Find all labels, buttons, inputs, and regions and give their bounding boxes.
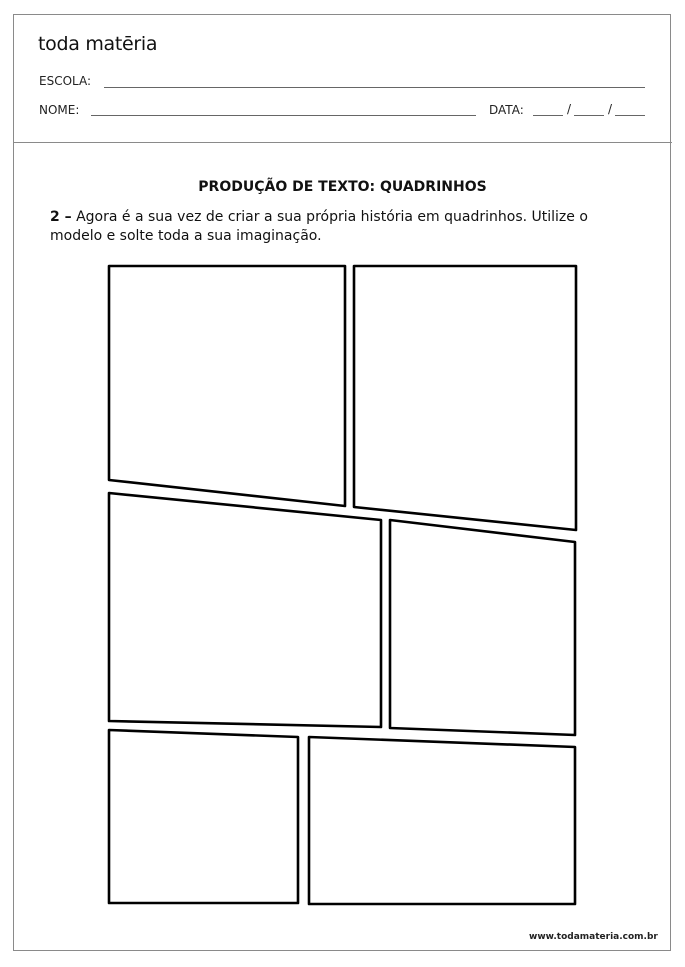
brand-logo: toda matēria bbox=[38, 33, 158, 55]
comic-panel-6[interactable] bbox=[309, 737, 575, 904]
instruction-body: Agora é a sua vez de criar a sua própria história em quadrinhos. Utilize o modelo e solte toda a sua imaginação. bbox=[50, 209, 588, 244]
page-title: PRODUÇÃO DE TEXTO: QUADRINHOS bbox=[198, 179, 487, 195]
footer-url: www.todamateria.com.br bbox=[529, 932, 658, 942]
comic-panel-2[interactable] bbox=[354, 266, 576, 530]
comic-panel-5[interactable] bbox=[109, 730, 298, 903]
comic-panel-1[interactable] bbox=[109, 266, 345, 506]
comic-panel-3[interactable] bbox=[109, 493, 381, 727]
question-number: 2 – bbox=[50, 209, 72, 225]
comic-panel-4[interactable] bbox=[390, 520, 575, 735]
school-label: ESCOLA: bbox=[39, 74, 92, 88]
date-separator: / bbox=[608, 102, 613, 116]
date-separator: / bbox=[567, 102, 572, 116]
name-label: NOME: bbox=[39, 103, 80, 117]
date-label: DATA: bbox=[489, 103, 524, 117]
